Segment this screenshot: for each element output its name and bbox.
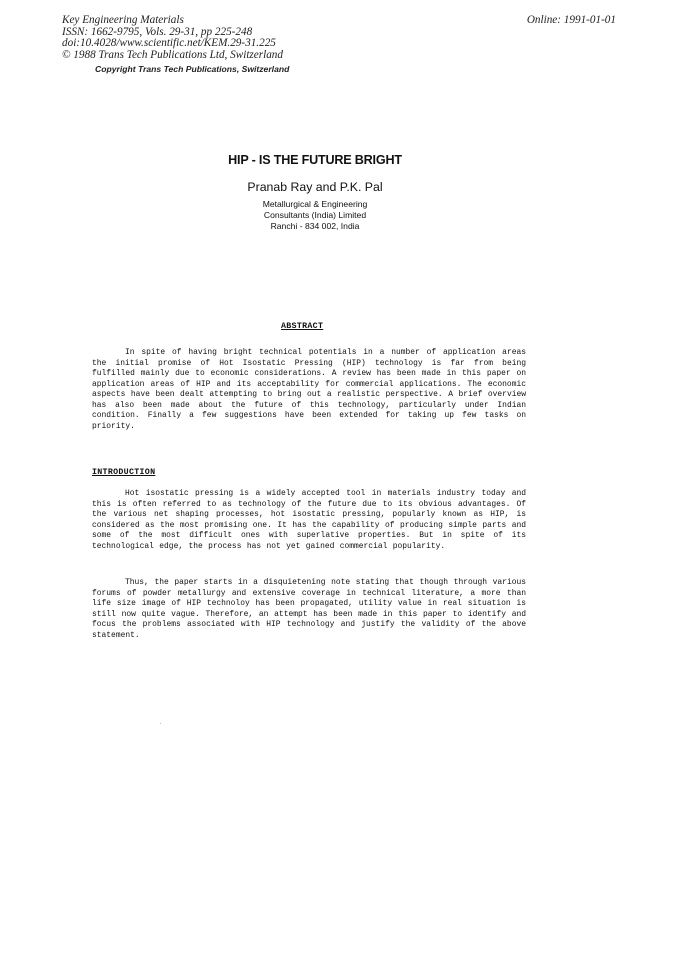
publisher-line: © 1988 Trans Tech Publications Ltd, Switzerland [62,48,283,61]
paper-authors: Pranab Ray and P.K. Pal [247,180,383,194]
online-date: Online: 1991-01-01 [526,14,616,26]
abstract-heading: ABSTRACT [281,322,324,331]
affiliation-line: Consultants (India) Limited [263,210,367,220]
scan-speck [160,723,161,724]
paper-title: HIP - IS THE FUTURE BRIGHT [228,153,402,167]
journal-header [62,15,502,61]
abstract-paragraph: In spite of having bright technical potentials in a number of application areas the initial promise of Hot Isostatic Pressing (HIP) technology is far from being fulfilled mainly due to economic considerations. A review has been made in this paper on application areas of HIP and its acceptability for commercial applications. The economic aspects have been dealt attempting to bring out a realistic perspective. A brief overview has also been made about the future of this technology, particularly under Indian condition. Finally a few suggestions have been extended for taking up few tasks on priority. [92,348,526,431]
doi-line: doi:10.4028/www.scientific.net/KEM.29-31.225 [62,37,276,50]
introduction-heading: INTRODUCTION [92,468,156,477]
journal-name: Key Engineering Materials [62,14,184,26]
copyright-line: Copyright Trans Tech Publications, Switzerland [95,64,290,74]
affiliation-line: Metallurgical & Engineering [262,199,368,209]
affiliation-line: Ranchi - 834 002, India [270,221,360,231]
issn-line: ISSN: 1662-9795, Vols. 29-31, pp 225-248 [62,25,253,38]
introduction-paragraph: Thus, the paper starts in a disquietening note stating that though through various forums of powder metallurgy and extensive coverage in technical literature, a more than life size image of HIP technoloy has been propagated, utility value in real situation is still now quite vague. Therefore, an attempt has been made in this paper to identify and focus the problems associated with HIP technology and justify the validity of the above statement. [92,578,526,640]
introduction-paragraph: Hot isostatic pressing is a widely accepted tool in materials industry today and this is often referred to as technology of the future due to its obvious advantages. Of the various net shaping processes, hot isostatic pressing, popularly known as HIP, is considered as the most promising one. It has the capability of producing simple parts and some of the most difficult ones with superlative properties. But in spite of its technological edge, the process has not yet gained commercial popularity. [92,489,526,551]
